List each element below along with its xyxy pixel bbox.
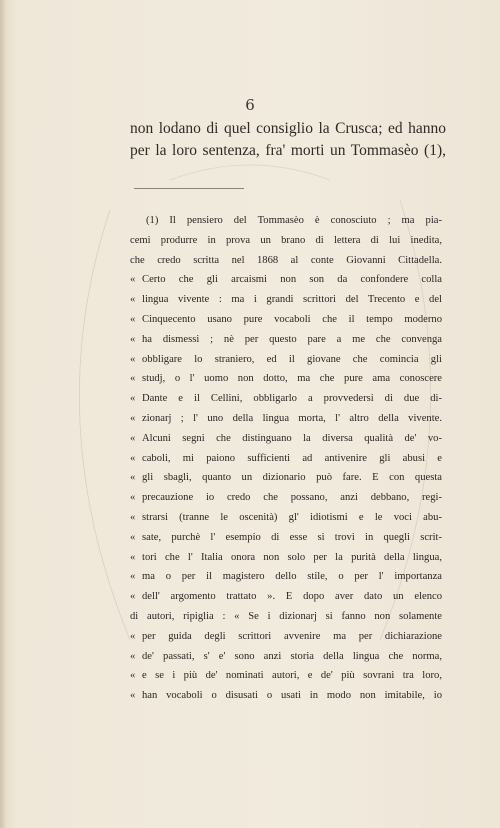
quote-mark: «	[130, 472, 136, 484]
footnote-line	[130, 449, 442, 469]
footnote-line-text: lingua vivente : ma i grandi scrittori del Trecento e del	[142, 294, 442, 306]
footnote-line	[130, 607, 442, 627]
footnote-line	[130, 627, 442, 647]
footnote-line-text: di autori, ripiglia : « Se i dizionarj si fanno non solamente	[130, 610, 442, 622]
footnote-line	[130, 548, 442, 568]
footnote-line	[130, 429, 442, 449]
footnote-line	[130, 409, 442, 429]
quote-mark: «	[130, 591, 136, 603]
footnote-line-text: obbligare lo straniero, ed il giovane che comincia gli	[142, 353, 442, 365]
footnote-line-text: dell' argomento trattato ». E dopo aver dato un elenco	[142, 591, 442, 603]
footnote-line-text: de' passati, s' e' sono anzi storia della lingua che norma,	[142, 650, 442, 662]
quote-mark: «	[130, 373, 136, 385]
quote-mark: «	[130, 294, 136, 306]
footnote-line-text: e se i più de' nominati autori, e de' più sovrani tra loro,	[142, 670, 442, 682]
footnote-line-text: Alcuni segni che distinguano la diversa qualità de' vo-	[142, 432, 442, 444]
footnote-line-text: Certo che gli arcaismi non son da confondere colla	[142, 274, 442, 286]
quote-mark: «	[130, 333, 136, 345]
body-line: non lodano di quel consiglio la Crusca; ed hanno	[130, 120, 446, 137]
footnote-line-text: tori che l' Italia onora non solo per la purità della lingua,	[142, 551, 442, 563]
body-line: per la loro sentenza, fra' morti un Tommasèo (1),	[130, 142, 446, 159]
footnote-line	[130, 508, 442, 528]
quote-mark: «	[130, 511, 136, 523]
quote-mark: «	[130, 551, 136, 563]
footnote-line	[130, 567, 442, 587]
footnote-line	[130, 350, 442, 370]
footnote-line	[130, 686, 442, 706]
footnote-line	[130, 369, 442, 389]
footnote-line-text: studj, o l' uomo non dotto, ma che pure ama conoscere	[142, 373, 442, 385]
quote-mark: «	[130, 492, 136, 504]
footnote-line	[130, 468, 442, 488]
footnote-line	[130, 290, 442, 310]
footnote-line	[130, 587, 442, 607]
quote-mark: «	[130, 452, 136, 464]
quote-mark: «	[130, 670, 136, 682]
quote-mark: «	[130, 630, 136, 642]
page-number: 6	[245, 96, 255, 114]
footnote-line-text: caboli, mi paiono sufficienti ad antivenire gli abusi e	[142, 452, 442, 464]
footnote-line	[130, 211, 442, 231]
quote-mark: «	[130, 531, 136, 543]
footnote-line	[130, 251, 442, 271]
body-text	[130, 118, 446, 162]
quote-mark: «	[130, 353, 136, 365]
footnote-line-text: che credo scritta nel 1868 al conte Giovanni Cittadella.	[130, 254, 442, 266]
footnote-line	[130, 647, 442, 667]
footnote-line	[130, 666, 442, 686]
footnote-line-text: ma o per il magistero dello stile, o per l' importanza	[142, 571, 442, 583]
footnote-line	[130, 389, 442, 409]
quote-mark: «	[130, 274, 136, 286]
footnote-line	[130, 270, 442, 290]
quote-mark: «	[130, 412, 136, 424]
footnote-line-text: cemi produrre in prova un brano di lettera di lui inedita,	[130, 234, 442, 246]
footnote-line-text: han vocaboli o disusati o usati in modo non imitabile, io	[142, 690, 442, 702]
footnote-separator	[134, 188, 244, 189]
quote-mark: «	[130, 313, 136, 325]
quote-mark: «	[130, 393, 136, 405]
footnote-line-text: precauzione io credo che possano, anzi debbano, regi-	[142, 492, 442, 504]
footnote-line-text: sate, purchè l' esempio di esse si trovi in quegli scrit-	[142, 531, 442, 543]
quote-mark: «	[130, 650, 136, 662]
footnote-line	[130, 310, 442, 330]
footnote-line-text: ha dismessi ; nè per questo pare a me che convenga	[142, 333, 442, 345]
quote-mark: «	[130, 432, 136, 444]
footnote-line-text: (1) Il pensiero del Tommasèo è conosciuto ; ma pia-	[146, 215, 442, 226]
footnote-line-text: strarsi (tranne le oscenità) gl' idiotismi e le voci abu-	[142, 511, 442, 523]
quote-mark: «	[130, 690, 136, 702]
footnote-line-text: zionarj ; l' uno della lingua morta, l' altro della vivente.	[142, 412, 442, 424]
footnote-line	[130, 488, 442, 508]
footnote-line	[130, 231, 442, 251]
footnote-line-text: Cinquecento usano pure vocaboli che il tempo moderno	[142, 313, 442, 325]
footnote-line	[130, 330, 442, 350]
footnote-line	[130, 528, 442, 548]
footnote-line-text: per guida degli scrittori avvenire ma per dichiarazione	[142, 630, 442, 642]
footnote	[130, 211, 442, 706]
footnote-line-text: gli sbagli, quanto un dizionario può fare. E con questa	[142, 472, 442, 484]
footnote-line-text: Dante e il Cellini, obbligarlo a provvedersi di due di-	[142, 393, 442, 405]
quote-mark: «	[130, 571, 136, 583]
